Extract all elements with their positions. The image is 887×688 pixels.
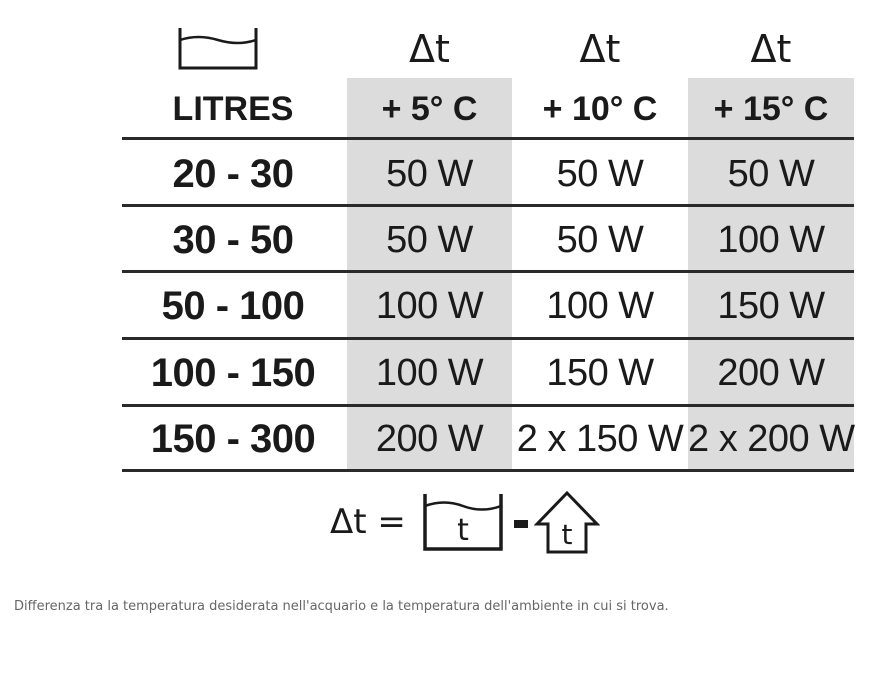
table-row [0,274,887,338]
watt-value-10c: 100 W [546,285,654,327]
watt-value-15c: 150 W [717,285,825,327]
watt-value-5c: 100 W [375,285,484,327]
litres-range: 150 - 300 [150,417,316,461]
watt-value-10c: 150 W [546,352,654,394]
table-row [0,142,887,206]
litres-range: 100 - 150 [150,351,316,395]
house-icon [534,490,600,554]
delta-t-formula [330,490,610,556]
watt-value-10c: 50 W [556,153,644,195]
watt-value-5c: 50 W [386,219,473,261]
tank-temperature-label: t [457,513,469,548]
litres-header: LITRES [172,90,294,128]
table-row [0,341,887,405]
aquarium-tank-icon [422,492,504,552]
watt-value-15c: 200 W [717,352,825,394]
watt-value-5c: 50 W [386,153,473,195]
watt-value-15c: 2 x 200 W [688,418,855,460]
table-row [0,407,887,471]
delta-header-2: Δt [579,27,621,71]
minus-sign [514,520,528,528]
figure-caption: Differenza tra la temperatura desiderata nell'acquario e la temperatura dell'ambiente in cui si trova. [14,599,669,614]
litres-range: 30 - 50 [172,218,294,262]
litres-range: 50 - 100 [161,284,305,328]
litres-range: 20 - 30 [172,152,294,196]
watt-value-5c: 200 W [375,418,484,460]
formula-lhs: Δt = [330,502,406,542]
delta-header-3: Δt [750,27,792,71]
aquarium-tank-icon [178,26,258,70]
column-header-10c: + 10° C [542,90,658,128]
room-temperature-label: t [561,518,573,551]
watt-value-15c: 100 W [717,219,825,261]
watt-value-10c: 50 W [556,219,644,261]
watt-value-5c: 100 W [375,352,484,394]
table-row [0,208,887,272]
table-divider [122,137,854,140]
column-header-5c: + 5° C [381,90,478,128]
watt-value-10c: 2 x 150 W [516,418,684,460]
delta-header-1: Δt [409,27,450,71]
watt-value-15c: 50 W [727,153,815,195]
column-header-15c: + 15° C [713,90,829,128]
